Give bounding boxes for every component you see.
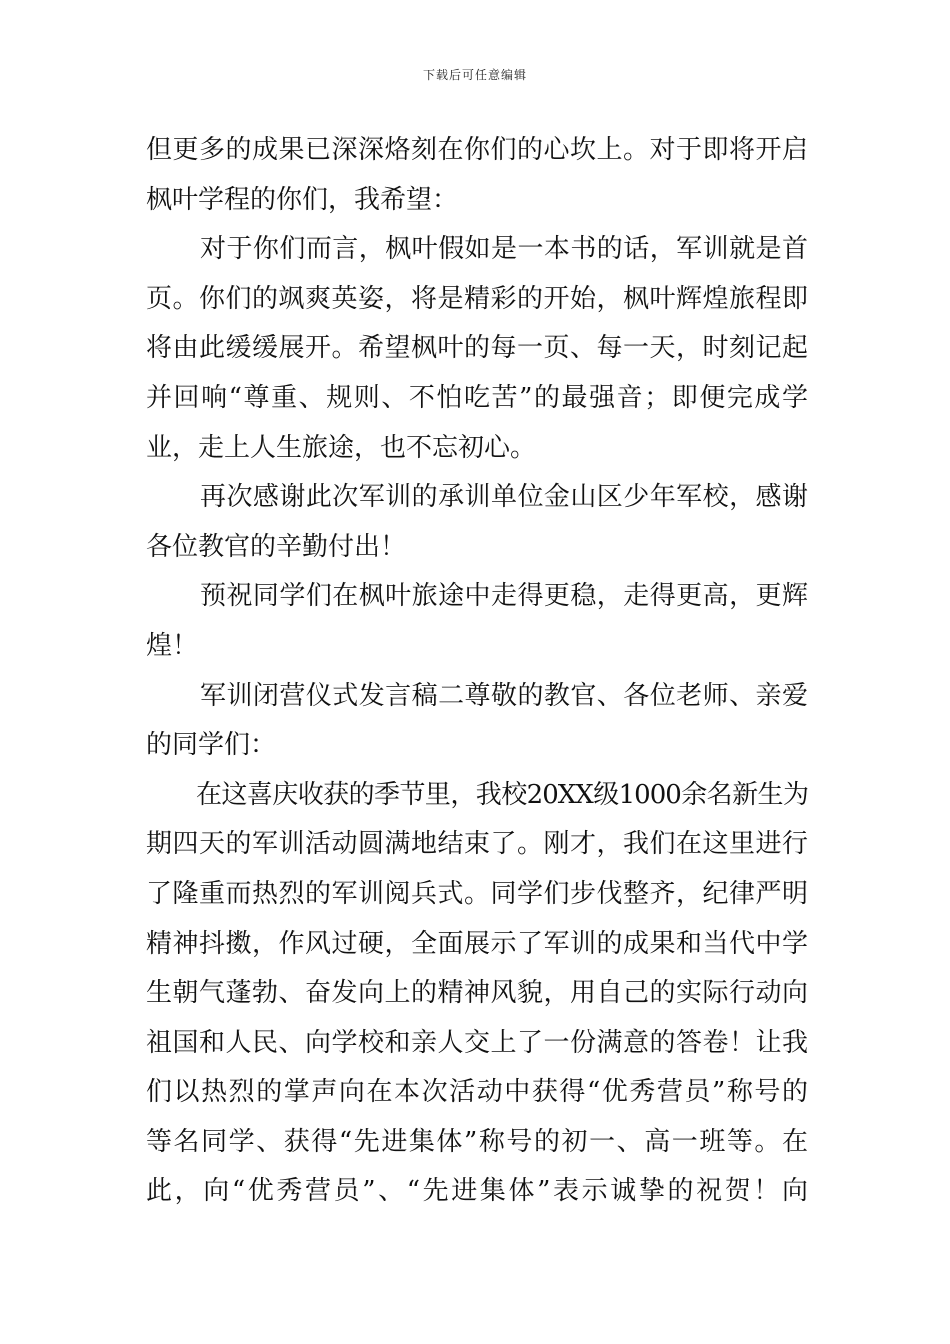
text-line: 在这喜庆收获的季节里，我校20XX级1000余名新生为 xyxy=(196,779,808,810)
text-line: 各位教官的辛勤付出！ xyxy=(146,531,407,562)
text-line: 此，向“优秀营员”、“先进集体”表示诚挚的祝贺！向 xyxy=(146,1176,808,1207)
text-line: 期四天的军训活动圆满地结束了。刚才，我们在这里进行 xyxy=(146,829,808,860)
text-line: 等名同学、获得“先进集体”称号的初一、高一班等。在 xyxy=(146,1126,808,1157)
text-line: 将由此缓缓展开。希望枫叶的每一页、每一天，时刻记起 xyxy=(146,333,808,364)
text-line: 军训闭营仪式发言稿二尊敬的教官、各位老师、亲爱 xyxy=(200,680,808,711)
text-line: 页。你们的飒爽英姿，将是精彩的开始，枫叶辉煌旅程即 xyxy=(146,283,808,314)
document-body xyxy=(146,126,808,1217)
text-line: 的同学们： xyxy=(146,730,277,761)
text-line: 再次感谢此次军训的承训单位金山区少年军校，感谢 xyxy=(200,482,808,513)
text-line: 们以热烈的掌声向在本次活动中获得“优秀营员”称号的 xyxy=(146,1077,808,1108)
text-line: 煌！ xyxy=(146,630,199,661)
page-header: 下载后可任意编辑 xyxy=(422,68,527,82)
text-line: 祖国和人民、向学校和亲人交上了一份满意的答卷！让我 xyxy=(146,1027,808,1058)
text-line: 精神抖擞，作风过硬，全面展示了军训的成果和当代中学 xyxy=(146,928,808,959)
text-line: 了隆重而热烈的军训阅兵式。同学们步伐整齐，纪律严明 xyxy=(146,878,808,909)
text-line: 对于你们而言，枫叶假如是一本书的话，军训就是首 xyxy=(200,234,808,265)
text-line: 业，走上人生旅途，也不忘初心。 xyxy=(146,432,537,463)
text-line: 枫叶学程的你们，我希望： xyxy=(146,184,459,215)
text-line: 预祝同学们在枫叶旅途中走得更稳，走得更高，更辉 xyxy=(200,581,808,612)
text-line: 但更多的成果已深深烙刻在你们的心坎上。对于即将开启 xyxy=(146,135,808,165)
text-line: 生朝气蓬勃、奋发向上的精神风貌，用自己的实际行动向 xyxy=(146,978,808,1009)
text-line: 并回响“尊重、规则、不怕吃苦”的最强音；即便完成学 xyxy=(146,382,808,413)
